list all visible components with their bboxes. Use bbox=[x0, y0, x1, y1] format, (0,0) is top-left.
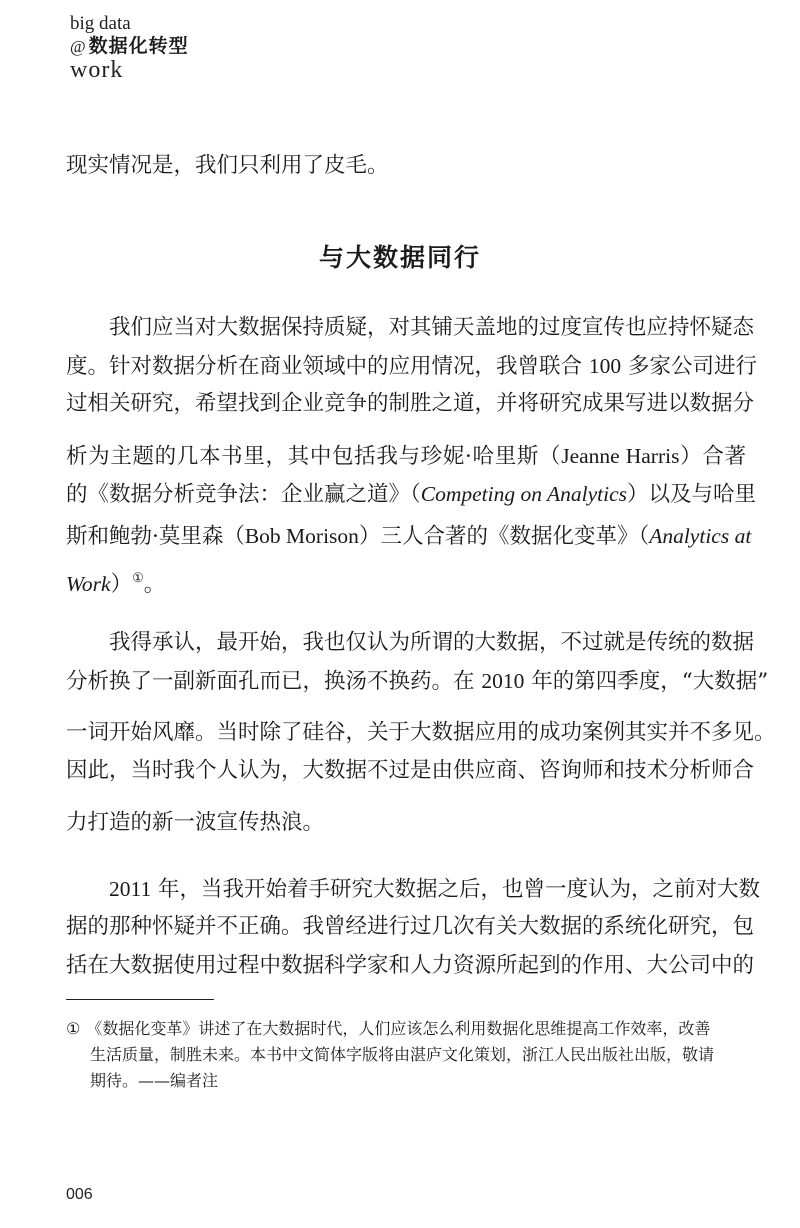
footnote-ref: ① bbox=[132, 570, 144, 585]
p1-line-7: Work）①。 bbox=[66, 570, 166, 597]
p2-line-2: 分析换了一副新面孔而已，换汤不换药。在 2010 年的第四季度，“大数据” bbox=[66, 669, 769, 694]
p1-line-4: 析为主题的几本书里，其中包括我与珍妮·哈里斯（Jeanne Harris）合著 bbox=[66, 444, 746, 469]
footnote-line-1: ① 《数据化变革》讲述了在大数据时代，人们应该怎么利用数据化思维提高工作效率，改善 bbox=[66, 1019, 711, 1038]
p1-line-6: 斯和鲍勃·莫里森（Bob Morison）三人合著的《数据化变革》（Analytics at bbox=[66, 524, 752, 549]
page-number: 006 bbox=[66, 1186, 93, 1203]
p1-line-3: 过相关研究，希望找到企业竞争的制胜之道，并将研究成果写进以数据分 bbox=[66, 391, 755, 416]
footnote-line-3: 期待。——编者注 bbox=[90, 1071, 219, 1090]
p1-line-5: 的《数据分析竞争法：企业赢之道》（Competing on Analytics）以及与哈里 bbox=[66, 482, 757, 507]
p3-line-2: 据的那种怀疑并不正确。我曾经进行过几次有关大数据的系统化研究，包 bbox=[66, 914, 755, 939]
at-sign: @ bbox=[70, 37, 87, 56]
p1-line-1: 我们应当对大数据保持质疑，对其铺天盖地的过度宣传也应持怀疑态 bbox=[109, 315, 755, 340]
footnote-mark: ① bbox=[66, 1019, 81, 1038]
p1-line-2: 度。针对数据分析在商业领域中的应用情况，我曾联合 100 多家公司进行 bbox=[66, 354, 757, 379]
section-title: 与大数据同行 bbox=[318, 243, 481, 272]
header-book-title bbox=[70, 34, 189, 59]
p2-line-5: 力打造的新一波宣传热浪。 bbox=[66, 810, 325, 835]
p2-line-3: 一词开始风靡。当时除了硅谷，关于大数据应用的成功案例其实并不多见。 bbox=[66, 720, 776, 745]
footnote-divider bbox=[66, 999, 214, 1000]
p2-line-4: 因此，当时我个人认为，大数据不过是由供应商、咨询师和技术分析师合 bbox=[66, 758, 755, 783]
intro-line: 现实情况是，我们只利用了皮毛。 bbox=[66, 153, 389, 178]
p2-line-1: 我得承认，最开始，我也仅认为所谓的大数据，不过就是传统的数据 bbox=[109, 630, 755, 655]
footnote-line-2: 生活质量，制胜未来。本书中文简体字版将由湛庐文化策划，浙江人民出版社出版，敬请 bbox=[90, 1045, 715, 1064]
header-en-top: big data bbox=[70, 13, 131, 34]
p3-line-3: 括在大数据使用过程中数据科学家和人力资源所起到的作用、大公司中的 bbox=[66, 953, 755, 978]
running-header bbox=[70, 14, 189, 81]
header-cn-title: 数据化转型 bbox=[88, 35, 189, 57]
header-en-bottom: work bbox=[70, 57, 124, 83]
p3-line-1: 2011 年，当我开始着手研究大数据之后，也曾一度认为，之前对大数 bbox=[109, 877, 761, 902]
